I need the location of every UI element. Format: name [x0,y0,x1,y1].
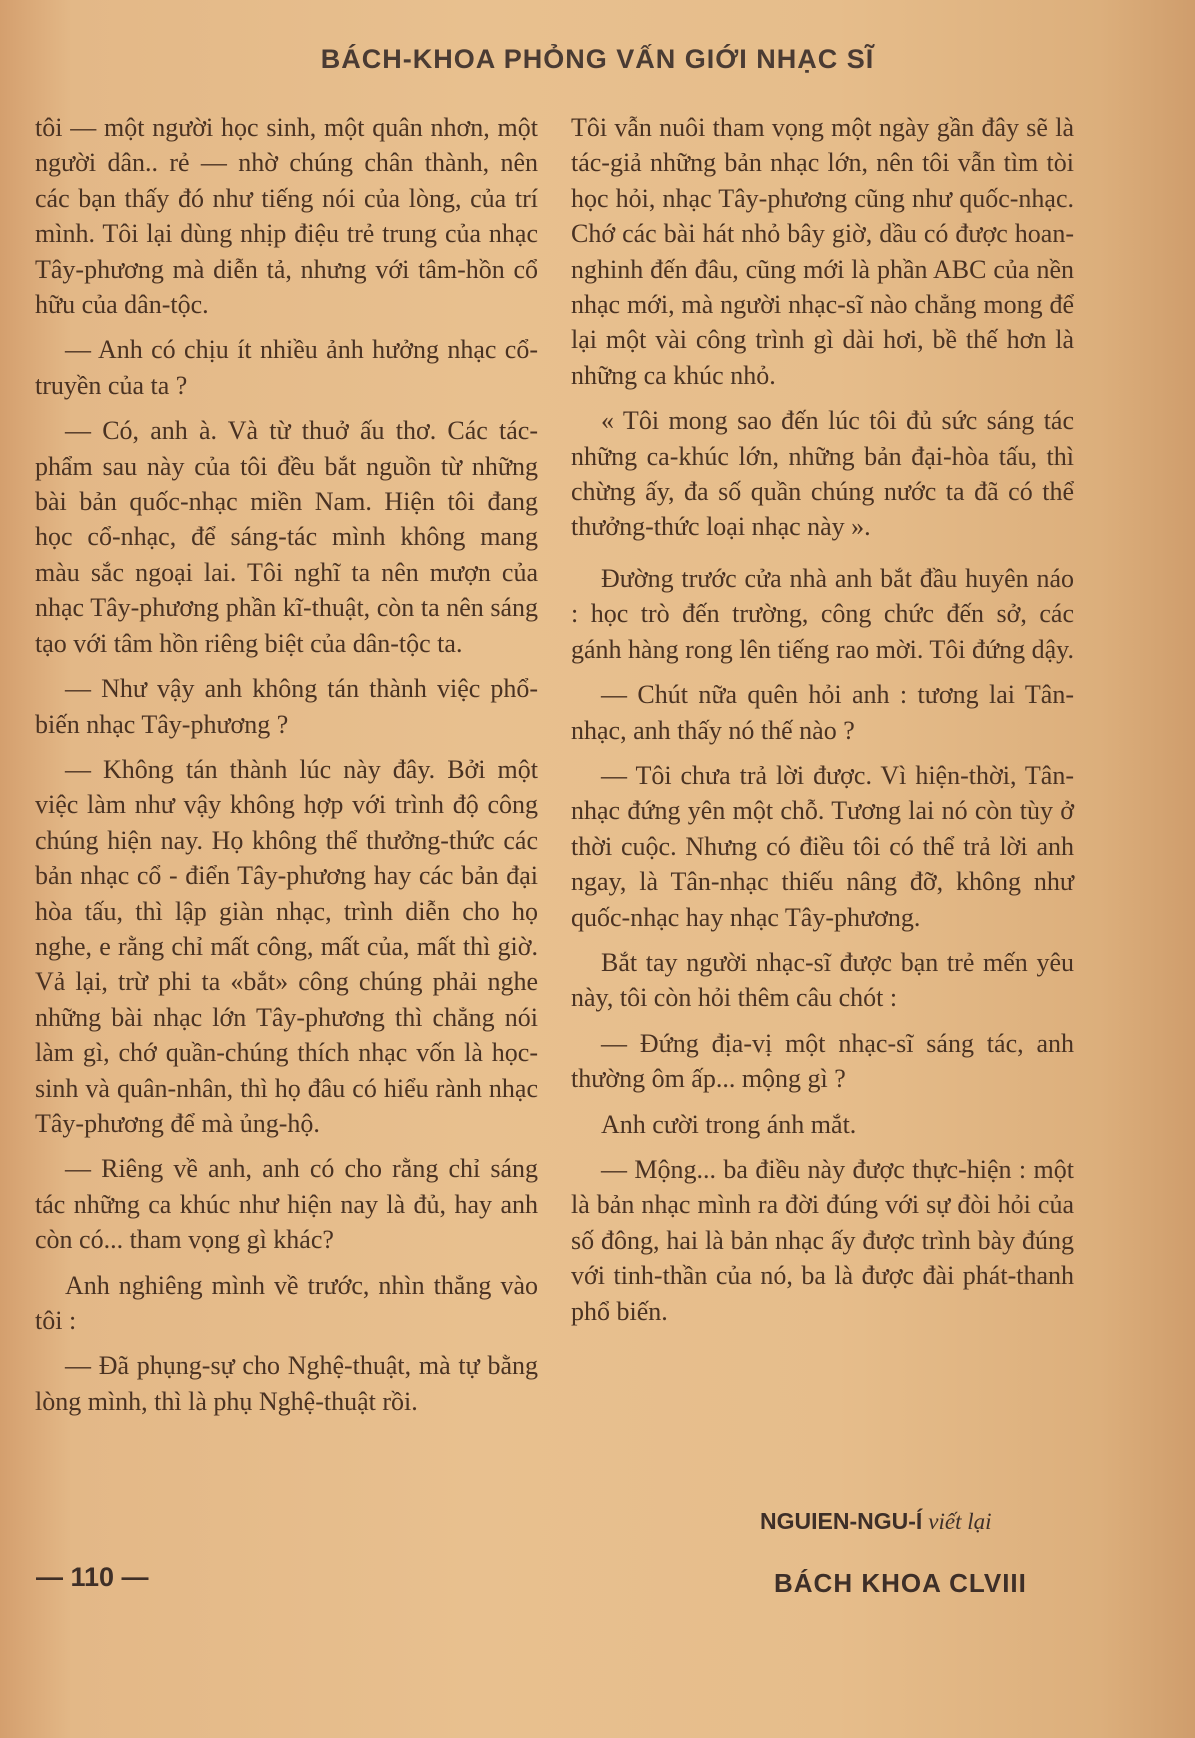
page-header: BÁCH-KHOA PHỎNG VẤN GIỚI NHẠC SĨ [320,44,875,74]
paragraph: — Anh có chịu ít nhiều ảnh hưởng nhạc cổ-truyền của ta ? [35,335,538,400]
right-column [571,110,1074,1339]
author-name: NGUIEN-NGU-Í [760,1508,923,1534]
paragraph: Đường trước cửa nhà anh bắt đầu huyên náo : học trò đến trường, công chức đến sở, các gánh hàng rong lên tiếng rao mời. Tôi đứng dậy. [571,563,1074,664]
paragraph: Anh cười trong ánh mắt. [601,1109,857,1139]
author-note: viết lại [928,1509,992,1534]
page-number: — 110 — [36,1562,149,1592]
left-column [35,110,538,1429]
paragraph: — Như vậy anh không tán thành việc phổ-biến nhạc Tây-phương ? [35,674,538,739]
paragraph: tôi — một người học sinh, một quân nhơn, một người dân.. rẻ — nhờ chúng chân thành, nên các bạn thấy đó như tiếng nói của lòng, của trí mình. Tôi lại dùng nhịp điệu trẻ trung của nhạc Tây-phương mà diễn tả, nhưng với tâm-hồn cổ hữu của dân-tộc. [35,113,538,320]
paragraph: — Mộng... ba điều này được thực-hiện : một là bản nhạc mình ra đời đúng với sự đòi hỏi của số đông, hai là bản nhạc ấy được trình bày đúng với tinh-thần của nó, ba là được đài phát-thanh phổ biến. [571,1154,1074,1326]
paragraph: — Tôi chưa trả lời được. Vì hiện-thời, Tân-nhạc đứng yên một chỗ. Tương lai nó còn tùy ở thời cuộc. Nhưng có điều tôi có thể trả lời anh ngay, là Tân-nhạc thiếu nâng đỡ, không như quốc-nhạc hay nhạc Tây-phương. [571,760,1074,932]
paragraph: « Tôi mong sao đến lúc tôi đủ sức sáng tác những ca-khúc lớn, những bản đại-hòa tấu, thì chừng ấy, đa số quần chúng nước ta đã có thể thưởng-thức loại nhạc này ». [571,406,1074,542]
paragraph: — Riêng về anh, anh có cho rằng chỉ sáng tác những ca khúc như hiện nay là đủ, hay anh còn có... tham vọng gì khác? [35,1154,538,1255]
paragraph: Tôi vẫn nuôi tham vọng một ngày gần đây sẽ là tác-giả những bản nhạc lớn, nên tôi vẫn tìm tòi học hỏi, nhạc Tây-phương cũng như quốc-nhạc. Chớ các bài hát nhỏ bây giờ, dầu có được hoan-nghinh đến đâu, cũng mới là phần ABC của nền nhạc mới, mà người nhạc-sĩ nào chẳng mong để lại một vài công trình gì dài hơi, bề thế hơn là những ca khúc nhỏ. [571,113,1074,390]
paragraph: — Có, anh à. Và từ thuở ấu thơ. Các tác-phẩm sau này của tôi đều bắt nguồn từ những bài bản quốc-nhạc miền Nam. Hiện tôi đang học cổ-nhạc, để sáng-tác mình không mang màu sắc ngoại lai. Tôi nghĩ ta nên mượn của nhạc Tây-phương phần kĩ-thuật, còn ta nên sáng tạo với tâm hồn riêng biệt của dân-tộc ta. [35,416,538,658]
paragraph: — Chút nữa quên hỏi anh : tương lai Tân-nhạc, anh thấy nó thế nào ? [571,680,1074,745]
paragraph: Anh nghiêng mình về trước, nhìn thẳng vào tôi : [35,1270,538,1335]
issue-label: BÁCH KHOA CLVIII [774,1568,1027,1598]
paragraph: — Đã phụng-sự cho Nghệ-thuật, mà tự bằng lòng mình, thì là phụ Nghệ-thuật rồi. [35,1351,538,1416]
paragraph: Bắt tay người nhạc-sĩ được bạn trẻ mến yêu này, tôi còn hỏi thêm câu chót : [571,947,1074,1013]
paragraph: — Không tán thành lúc này đây. Bởi một việc làm như vậy không hợp với trình độ công chúng hiện nay. Họ không thể thưởng-thức các bản nhạc cổ - điển Tây-phương hay các bản đại hòa tấu, thì lập giàn nhạc, trình diễn cho họ nghe, e rằng chỉ mất công, mất của, mất thì giờ. Vả lại, trừ phi ta «bắt» công chúng phải nghe những bài nhạc lớn Tây-phương thì chẳng nói làm gì, chớ quần-chúng thích nhạc vốn là học-sinh và quân-nhân, thì họ đâu có hiểu rành nhạc Tây-phương để mà ủng-hộ. [35,754,538,1138]
author-signature [760,1508,1080,1535]
paragraph: — Đứng địa-vị một nhạc-sĩ sáng tác, anh thường ôm ấp... mộng gì ? [571,1028,1074,1094]
